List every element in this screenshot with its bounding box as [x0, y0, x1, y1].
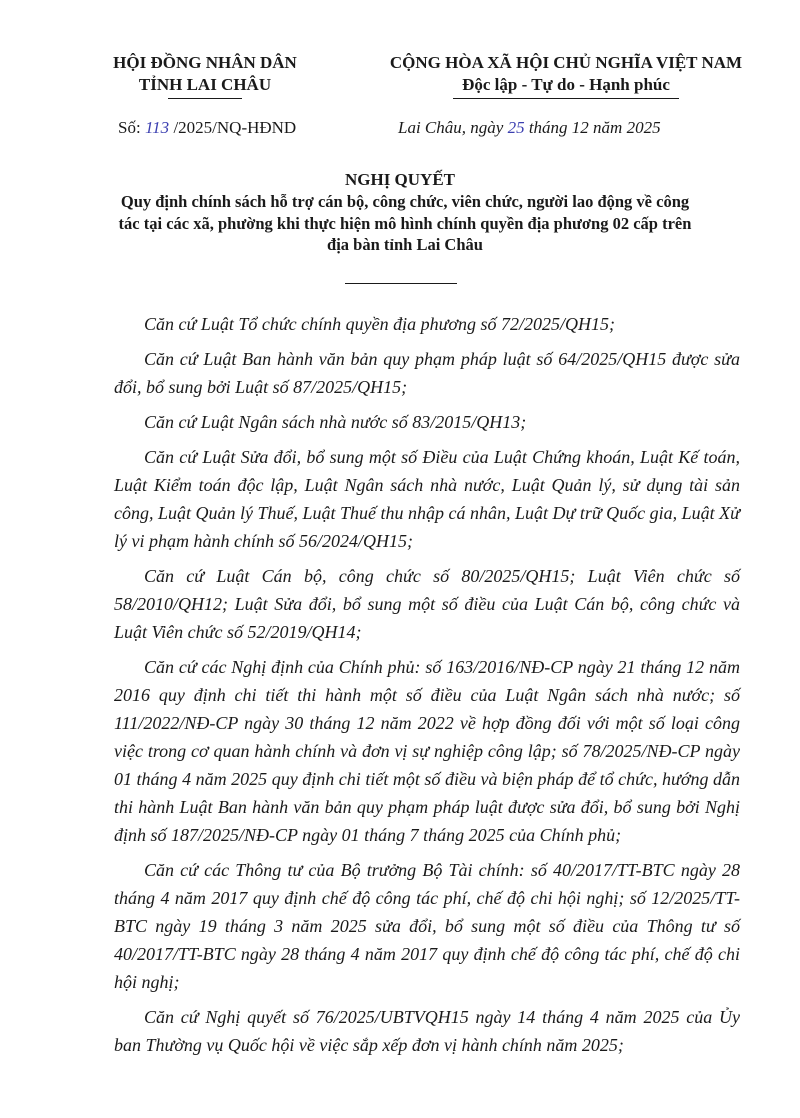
- motto-underline: [453, 98, 679, 99]
- legal-basis-paragraph: Căn cứ Nghị quyết số 76/2025/UBTVQH15 ngày 14 tháng 4 năm 2025 của Ủy ban Thường vụ Quốc hội về việc sắp xếp đơn vị hành chính năm 2025;: [114, 1007, 740, 1055]
- motto: Độc lập - Tự do - Hạnh phúc: [462, 75, 670, 94]
- document-number: [118, 118, 296, 138]
- title-underline: [345, 283, 457, 284]
- place-and-date: [398, 118, 661, 138]
- agency-province: TỈNH LAI CHÂU: [138, 75, 272, 94]
- agency-underline: [168, 98, 242, 99]
- document-title: Quy định chính sách hỗ trợ cán bộ, công chức, viên chức, người lao động về công tác tại các xã, phường khi thực hiện mô hình chính quyền địa phương 02 cấp trên địa bàn tỉnh Lai Châu: [118, 192, 692, 254]
- agency-name: HỘI ĐỒNG NHÂN DÂN: [113, 53, 297, 72]
- handwritten-number: 113: [144, 118, 170, 137]
- issuing-agency: [100, 52, 310, 99]
- country-name: CỘNG HÒA XÃ HỘI CHỦ NGHĨA VIỆT NAM: [389, 53, 743, 72]
- legal-basis-paragraph: Căn cứ các Nghị định của Chính phủ: số 163/2016/NĐ-CP ngày 21 tháng 12 năm 2016 quy định chi tiết thi hành một số điều của Luật Ngân sách nhà nước; số 111/2022/NĐ-CP ngày 30 tháng 12 năm 2022 về hợp đồng đối với một số loại công việc trong cơ quan hành chính và đơn vị sự nghiệp công lập; số 78/2025/NĐ-CP ngày 01 tháng 4 năm 2025 quy định chi tiết một số điều và biện pháp để tổ chức, hướng dẫn thi hành Luật Ban hành văn bản quy phạm pháp luật được sửa đổi, bổ sung bởi Nghị định số 187/2025/NĐ-CP ngày 01 tháng 7 tháng 2025 của Chính phủ;: [114, 657, 740, 845]
- legal-basis-paragraph: Căn cứ Luật Sửa đổi, bổ sung một số Điều của Luật Chứng khoán, Luật Kế toán, Luật Kiểm toán độc lập, Luật Ngân sách nhà nước, Luật Quản lý, sử dụng tài sản công, Luật Quản lý Thuế, Luật Thuế thu nhập cá nhân, Luật Dự trữ Quốc gia, Luật Xử lý vi phạm hành chính số 56/2024/QH15;: [114, 447, 740, 551]
- document-type: NGHỊ QUYẾT: [344, 170, 456, 189]
- national-motto: [372, 52, 760, 99]
- number-prefix: Số:: [118, 118, 141, 137]
- number-suffix: /2025/NQ-HĐND: [173, 118, 297, 137]
- preamble: [114, 310, 740, 1066]
- legal-basis-paragraph: Căn cứ Luật Ngân sách nhà nước số 83/2015/QH13;: [144, 412, 527, 432]
- date-suffix: tháng 12 năm 2025: [528, 118, 661, 137]
- date-prefix: Lai Châu, ngày: [398, 118, 504, 137]
- legal-basis-paragraph: Căn cứ các Thông tư của Bộ trưởng Bộ Tài chính: số 40/2017/TT-BTC ngày 28 tháng 4 năm 2017 quy định chế độ công tác phí, chế độ chi hội nghị; số 12/2025/TT-BTC ngày 19 tháng 3 năm 2025 sửa đổi, bổ sung một số điều của Thông tư số 40/2017/TT-BTC ngày 28 tháng 4 năm 2017 quy định chế độ công tác phí, chế độ chi hội nghị;: [114, 860, 740, 992]
- handwritten-day: 25: [507, 118, 525, 137]
- legal-basis-paragraph: Căn cứ Luật Cán bộ, công chức số 80/2025/QH15; Luật Viên chức số 58/2010/QH12; Luật Sửa đổi, bổ sung một số điều của Luật Cán bộ, công chức và Luật Viên chức số 52/2019/QH14;: [114, 566, 740, 642]
- legal-basis-paragraph: Căn cứ Luật Ban hành văn bản quy phạm pháp luật số 64/2025/QH15 được sửa đổi, bổ sung bởi Luật số 87/2025/QH15;: [114, 349, 740, 397]
- legal-basis-paragraph: Căn cứ Luật Tổ chức chính quyền địa phương số 72/2025/QH15;: [144, 314, 616, 334]
